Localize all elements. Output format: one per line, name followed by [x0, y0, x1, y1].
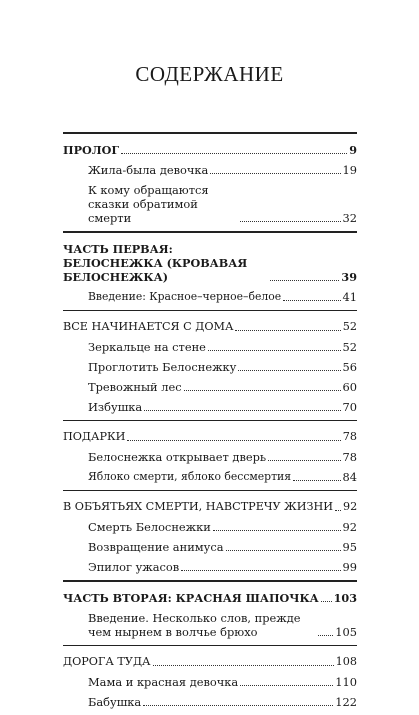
toc-entry[interactable]: [63, 611, 357, 639]
toc-entry-label: Бабушка: [88, 695, 142, 709]
dot-leader: [335, 510, 341, 511]
dot-leader: [318, 635, 333, 636]
dot-leader: [143, 705, 333, 706]
toc-entry-label: Белоснежка открывает дверь: [88, 450, 267, 464]
toc-entry-page: 105: [335, 625, 357, 639]
toc-entry-label: ЧАСТЬ ВТОРАЯ: КРАСНАЯ ШАПОЧКА: [63, 591, 319, 605]
toc-entry[interactable]: [63, 540, 357, 554]
toc-entry-label: Возвращение анимуса: [88, 540, 224, 554]
toc-entry-label: Эпилог ужасов: [88, 560, 180, 574]
table-of-contents: [63, 132, 357, 715]
toc-entry[interactable]: [63, 290, 357, 304]
toc-entry-page: 60: [342, 380, 357, 394]
toc-entry-page: 92: [342, 520, 357, 534]
toc-entry[interactable]: [63, 320, 357, 334]
toc-section-road: [63, 645, 357, 709]
toc-entry-label: Введение: Красное–черное–белое: [88, 290, 282, 303]
toc-entry-label: К кому обращаются сказки обратимой смерти: [88, 183, 209, 225]
toc-entry[interactable]: [63, 520, 357, 534]
toc-entry-page: 52: [342, 320, 357, 333]
toc-section-home: [63, 310, 357, 414]
toc-entry-label: Проглотить Белоснежку: [88, 360, 237, 374]
dot-leader: [283, 300, 340, 301]
dot-leader: [121, 153, 347, 154]
toc-entry-page: 95: [342, 540, 357, 554]
toc-entry-page: 41: [342, 290, 357, 304]
toc-entry-label: Жила-была девочка: [88, 163, 209, 177]
toc-section-embrace: [63, 490, 357, 574]
toc-entry-label: ПОДАРКИ: [63, 430, 126, 443]
toc-entry-label: Введение. Несколько слов, прежде чем нырнем в волчье брюхо: [88, 611, 301, 639]
toc-entry-label: Тревожный лес: [88, 380, 182, 394]
page-title: СОДЕРЖАНИЕ: [135, 62, 284, 86]
toc-entry-label: Зеркальце на стене: [88, 340, 206, 354]
toc-entry-page: 84: [342, 470, 357, 484]
toc-entry[interactable]: [63, 163, 357, 177]
dot-leader: [127, 440, 340, 441]
toc-entry[interactable]: [63, 242, 357, 284]
toc-entry[interactable]: [63, 340, 357, 354]
dot-leader: [240, 685, 333, 686]
toc-section-part-one: [63, 231, 357, 304]
toc-entry-page: 32: [342, 211, 357, 225]
toc-entry-label: ДОРОГА ТУДА: [63, 655, 151, 668]
dot-leader: [208, 350, 341, 351]
toc-entry-page: 39: [341, 270, 357, 284]
toc-section-part-two: [63, 580, 357, 639]
toc-entry-page: 122: [335, 695, 357, 709]
dot-leader: [184, 390, 341, 391]
toc-section-gifts: [63, 420, 357, 484]
dot-leader: [181, 570, 340, 571]
dot-leader: [226, 550, 341, 551]
toc-entry[interactable]: [63, 400, 357, 414]
toc-entry-page: 108: [335, 655, 357, 668]
toc-entry-page: 78: [342, 450, 357, 464]
toc-entry-page: 9: [349, 143, 357, 157]
toc-entry[interactable]: [63, 655, 357, 669]
toc-entry-label: В ОБЪЯТЬЯХ СМЕРТИ, НАВСТРЕЧУ ЖИЗНИ: [63, 500, 333, 513]
toc-entry-page: 56: [342, 360, 357, 374]
toc-entry-label: Мама и красная девочка: [88, 675, 239, 689]
toc-entry-label: ВСЕ НАЧИНАЕТСЯ С ДОМА: [63, 320, 234, 333]
toc-entry[interactable]: [63, 560, 357, 574]
dot-leader: [270, 280, 339, 281]
toc-entry[interactable]: [63, 360, 357, 374]
dot-leader: [235, 330, 340, 331]
toc-entry-page: 78: [342, 430, 357, 443]
toc-entry-page: 70: [342, 400, 357, 414]
toc-entry-label: Избушка: [88, 400, 143, 414]
toc-entry[interactable]: [63, 675, 357, 689]
dot-leader: [210, 173, 340, 174]
dot-leader: [144, 410, 340, 411]
dot-leader: [268, 460, 340, 461]
toc-entry-label: ПРОЛОГ: [63, 143, 120, 157]
dot-leader: [240, 221, 341, 222]
dot-leader: [293, 480, 340, 481]
toc-entry-page: 92: [342, 500, 358, 513]
dot-leader: [238, 370, 340, 371]
toc-entry[interactable]: [63, 380, 357, 394]
dot-leader: [153, 665, 334, 666]
toc-entry[interactable]: [63, 470, 357, 484]
toc-entry[interactable]: [63, 430, 357, 444]
toc-entry[interactable]: [63, 695, 357, 709]
toc-entry-label: Яблоко смерти, яблоко бессмертия: [88, 470, 292, 483]
toc-entry-page: 110: [335, 675, 357, 689]
toc-entry-page: 52: [342, 340, 357, 354]
dot-leader: [213, 530, 341, 531]
toc-entry-label: Смерть Белоснежки: [88, 520, 211, 534]
toc-section-prologue: [63, 132, 357, 225]
toc-entry[interactable]: [63, 183, 357, 225]
toc-entry[interactable]: [63, 500, 357, 514]
toc-entry[interactable]: [63, 143, 357, 157]
toc-entry-label: ЧАСТЬ ПЕРВАЯ: БЕЛОСНЕЖКА (КРОВАВАЯ БЕЛОСНЕЖКА): [63, 242, 248, 284]
dot-leader: [321, 601, 332, 602]
toc-entry-page: 103: [333, 591, 357, 605]
toc-entry-page: 99: [342, 560, 357, 574]
toc-entry[interactable]: [63, 591, 357, 605]
toc-entry-page: 19: [342, 163, 357, 177]
toc-entry[interactable]: [63, 450, 357, 464]
